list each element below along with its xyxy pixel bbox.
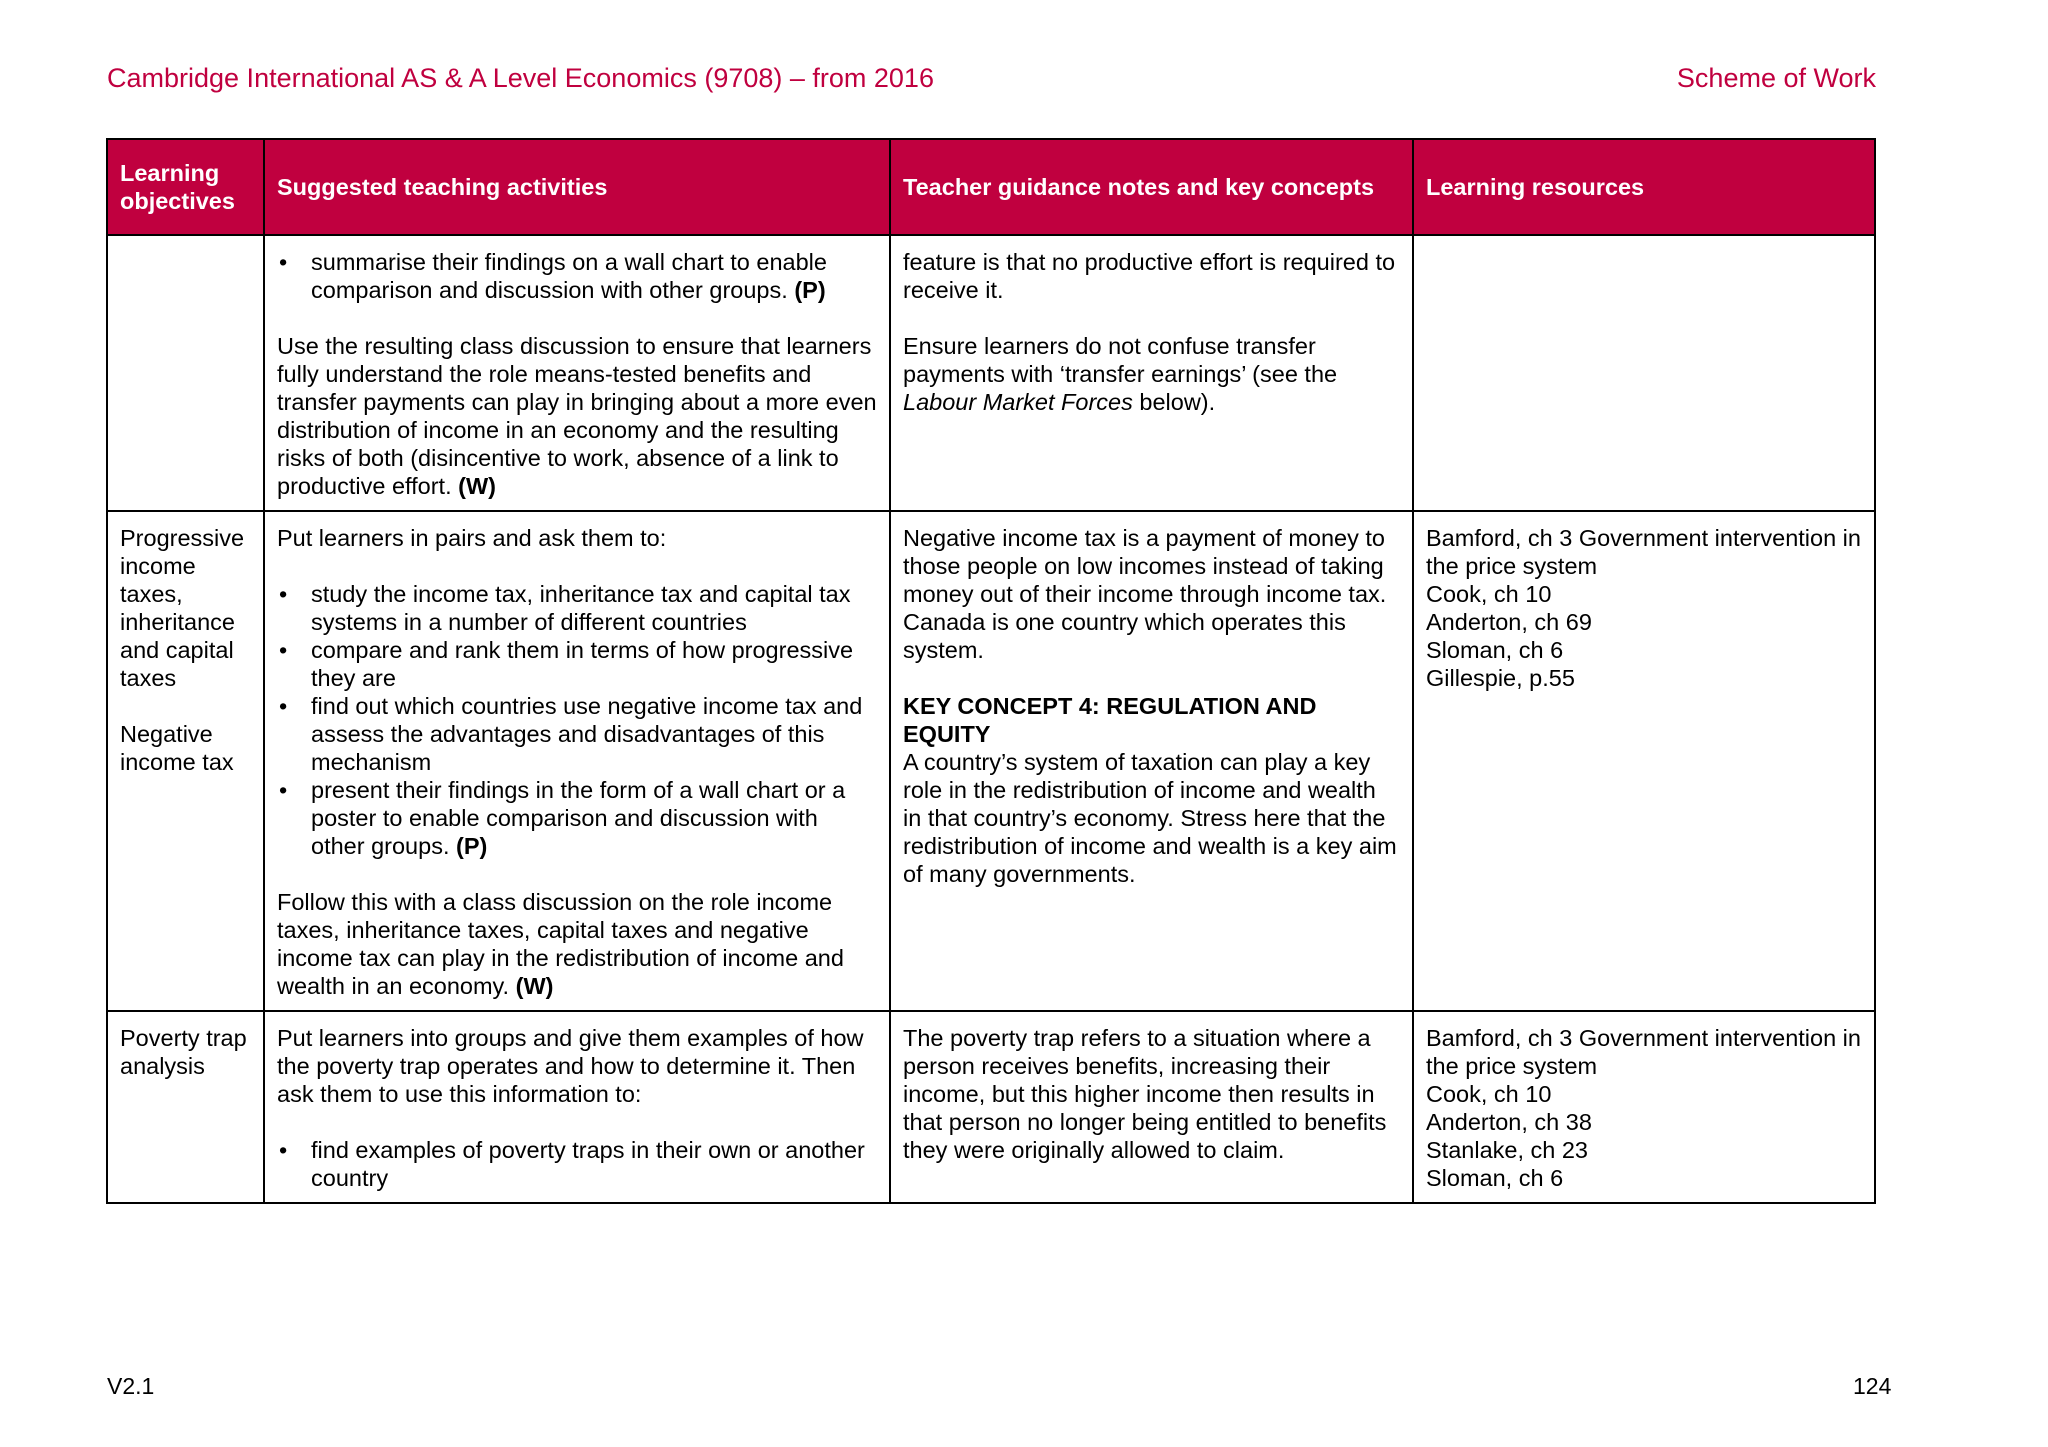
- activity-list: [277, 1136, 877, 1192]
- column-header-objectives: Learning objectives: [107, 139, 264, 235]
- learning-objective: Progressive income taxes, inheritance and capital taxes: [120, 525, 245, 691]
- resource-item: Cook, ch 10: [1426, 581, 1552, 607]
- list-item: • study the income tax, inheritance tax and capital tax systems in a number of different countries: [277, 580, 877, 636]
- document-title: Cambridge International AS & A Level Economics (9708) – from 2016: [107, 63, 934, 93]
- activities-cell: [264, 235, 890, 511]
- key-concept-heading: KEY CONCEPT 4: REGULATION AND EQUITY: [903, 693, 1317, 747]
- resource-item: Stanlake, ch 23: [1426, 1137, 1588, 1163]
- activities-cell: [264, 511, 890, 1011]
- resources-cell: [1413, 1011, 1875, 1203]
- activities-cell: [264, 1011, 890, 1203]
- resource-item: Bamford, ch 3 Government intervention in the price system: [1426, 1025, 1861, 1079]
- list-item: • find out which countries use negative income tax and assess the advantages and disadvantages of this mechanism: [277, 692, 877, 776]
- learning-objective: Poverty trap analysis: [120, 1025, 247, 1079]
- list-item: • present their findings in the form of a wall chart or a poster to enable comparison and discussion with other groups. (P): [277, 776, 877, 860]
- activity-intro: Put learners in pairs and ask them to:: [277, 525, 667, 551]
- activity-paragraph: Use the resulting class discussion to ensure that learners fully understand the role means-tested benefits and transfer payments can play in bringing about a more even distribution of income in an economy and the resulting risks of both (disincentive to work, absence of a link to productive effort. (W): [277, 333, 877, 499]
- resource-item: Cook, ch 10: [1426, 1081, 1552, 1107]
- column-header-guidance: Teacher guidance notes and key concepts: [890, 139, 1413, 235]
- table-row: [107, 1011, 1875, 1203]
- resource-item: Anderton, ch 38: [1426, 1109, 1592, 1135]
- activity-paragraph: Follow this with a class discussion on the role income taxes, inheritance taxes, capital taxes and negative income tax can play in the redistribution of income and wealth in an economy. (W): [277, 889, 844, 999]
- table-header-row: [107, 139, 1875, 235]
- activity-list: [277, 580, 877, 860]
- column-header-activities: Suggested teaching activities: [264, 139, 890, 235]
- guidance-paragraph: Ensure learners do not confuse transfer payments with ‘transfer earnings’ (see the Labour Market Forces below).: [903, 333, 1338, 415]
- guidance-cell: [890, 235, 1413, 511]
- table-row: [107, 235, 1875, 511]
- resource-item: Anderton, ch 69: [1426, 609, 1592, 635]
- guidance-cell: [890, 1011, 1413, 1203]
- activity-list: [277, 248, 877, 304]
- scheme-of-work-table: [106, 138, 1876, 1204]
- guidance-cell: [890, 511, 1413, 1011]
- guidance-paragraph: Negative income tax is a payment of money to those people on low incomes instead of taking money out of their income through income tax. Canada is one country which operates this system.: [903, 525, 1387, 663]
- list-item: • find examples of poverty traps in their own or another country: [277, 1136, 877, 1192]
- objectives-cell: [107, 511, 264, 1011]
- resource-item: Gillespie, p.55: [1426, 665, 1575, 691]
- table-row: [107, 511, 1875, 1011]
- objectives-cell: [107, 235, 264, 511]
- version-label: V2.1: [107, 1373, 155, 1399]
- list-item: • summarise their findings on a wall chart to enable comparison and discussion with other groups. (P): [277, 248, 877, 304]
- guidance-paragraph: feature is that no productive effort is required to receive it.: [903, 249, 1396, 303]
- resources-cell: [1413, 235, 1875, 511]
- resources-cell: [1413, 511, 1875, 1011]
- activity-intro: Put learners into groups and give them examples of how the poverty trap operates and how to determine it. Then ask them to use this information to:: [277, 1025, 864, 1107]
- guidance-paragraph: The poverty trap refers to a situation where a person receives benefits, increasing their income, but this higher income then results in that person no longer being entitled to benefits they were originally allowed to claim.: [903, 1025, 1387, 1163]
- page-number: 124: [1853, 1373, 1892, 1399]
- resource-item: Sloman, ch 6: [1426, 637, 1564, 663]
- guidance-paragraph: A country’s system of taxation can play a key role in the redistribution of income and wealth in that country’s economy. Stress here that the redistribution of income and wealth is a key aim of many governments.: [903, 749, 1397, 887]
- objectives-cell: [107, 1011, 264, 1203]
- resource-item: Bamford, ch 3 Government intervention in the price system: [1426, 525, 1861, 579]
- resource-item: Sloman, ch 6: [1426, 1165, 1564, 1191]
- list-item: • compare and rank them in terms of how progressive they are: [277, 636, 877, 692]
- column-header-resources: Learning resources: [1413, 139, 1875, 235]
- learning-objective: Negative income tax: [120, 721, 234, 775]
- document-type: Scheme of Work: [1676, 63, 1876, 93]
